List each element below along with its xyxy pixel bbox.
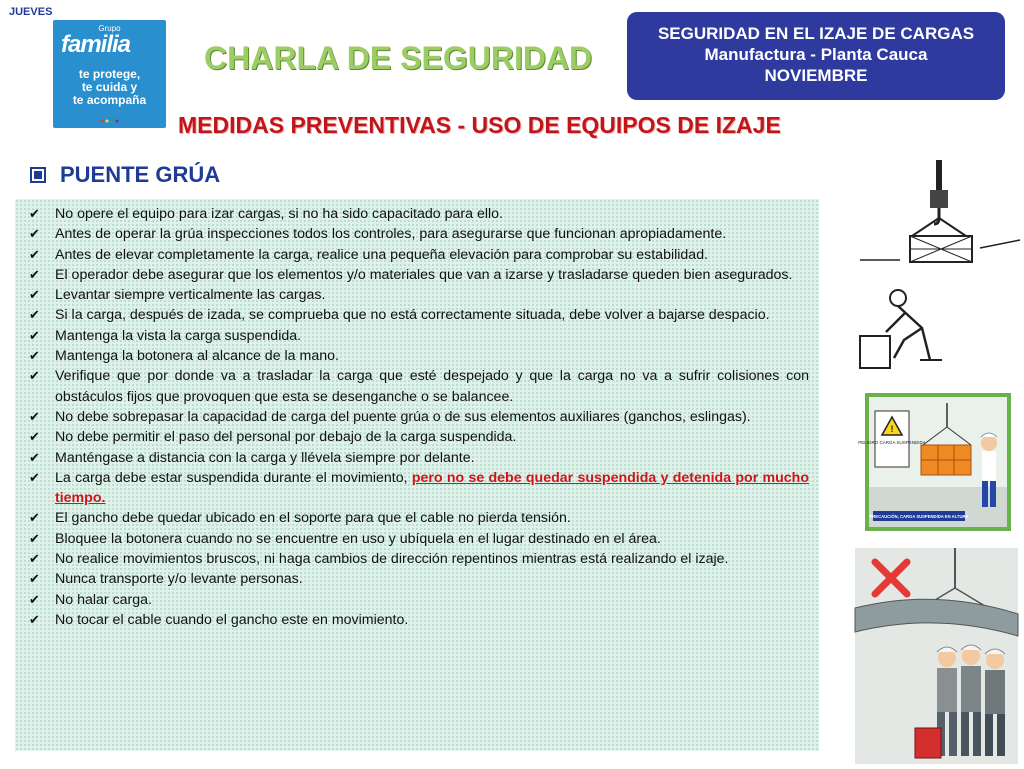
svg-text:PELIGRO CARGA SUSPENDIDA: PELIGRO CARGA SUSPENDIDA xyxy=(858,440,926,445)
measures-panel xyxy=(15,199,819,751)
day-label: JUEVES xyxy=(9,6,53,18)
subtitle: MEDIDAS PREVENTIVAS - USO DE EQUIPOS DE IZAJE xyxy=(178,112,781,138)
check-icon: ✔ xyxy=(29,611,40,627)
list-item: ✔ El operador debe asegurar que los elementos y/o materiales que van a izarse y trasladarse queden bien asegurados. xyxy=(25,265,809,285)
topic-line: SEGURIDAD EN EL IZAJE DE CARGAS xyxy=(657,24,975,43)
check-icon: ✔ xyxy=(29,591,40,607)
check-icon: ✔ xyxy=(29,449,40,465)
check-icon: ✔ xyxy=(29,348,40,364)
unsafe-practice-illustration xyxy=(855,548,1018,764)
list-item: ✔ No debe sobrepasar la capacidad de carga del puente grúa o de sus elementos auxiliares (ganchos, eslingas). xyxy=(25,407,809,427)
list-item: ✔ Bloquee la botonera cuando no se encuentre en uso y ubíquela en el lugar destinado en el área. xyxy=(25,529,809,549)
check-icon: ✔ xyxy=(29,368,40,384)
list-item: ✔ Nunca transporte y/o levante personas. xyxy=(25,569,809,589)
list-item: ✔ Verifique que por donde va a trasladar la carga que esté despejado y que la carga no va a sufrir colisiones con obstáculos fijos que provoquen que esta se desenganche o se balancee. xyxy=(29,368,809,405)
list-item: ✔ Mantenga la botonera al alcance de la mano. xyxy=(25,346,809,366)
list-item: ✔ Levantar siempre verticalmente las cargas. xyxy=(25,285,809,305)
check-icon: ✔ xyxy=(29,206,40,221)
logo-tagline-line: te protege, xyxy=(78,67,141,81)
page-title: CHARLA DE SEGURIDAD xyxy=(204,40,593,76)
section-heading xyxy=(30,162,220,188)
emphasis-text: pero no se debe quedar suspendida y detenida por mucho tiempo. xyxy=(55,469,809,507)
crane-hook-icon xyxy=(860,160,1020,376)
list-item: ✔ No opere el equipo para izar cargas, si no ha sido capacitado para ello. xyxy=(25,204,809,224)
check-icon: ✔ xyxy=(29,307,40,323)
list-item: ✔ El gancho debe quedar ubicado en el soporte para que el cable no pierda tensión. xyxy=(25,508,809,528)
list-item: ✔ La carga debe estar suspendida durante el movimiento, pero no se debe quedar suspendida y detenida por mucho tiempo. xyxy=(29,469,809,507)
section-title: PUENTE GRÚA xyxy=(60,162,221,187)
list-item: ✔ Antes de elevar completamente la carga, realice una pequeña elevación para comprobar su estabilidad. xyxy=(25,245,809,265)
list-item: ✔ Si la carga, después de izada, se comprueba que no está correctamente situada, debe volver a bajarse despacio. xyxy=(25,305,809,325)
logo-brand-text: familia xyxy=(61,31,131,58)
check-icon: ✔ xyxy=(29,266,40,282)
check-icon: ✔ xyxy=(29,510,40,526)
logo-tagline-line: te cuida y xyxy=(81,80,138,94)
measures-list xyxy=(25,204,809,630)
check-icon: ✔ xyxy=(29,287,40,303)
familia-logo xyxy=(53,20,166,128)
svg-text:!: ! xyxy=(890,424,894,434)
crane-load-illustration xyxy=(860,160,1020,376)
check-icon: ✔ xyxy=(29,469,40,485)
logo-tagline-line: te acompaña xyxy=(72,93,147,107)
suspended-load-sign-illustration xyxy=(858,393,1011,531)
topic-line: NOVIEMBRE xyxy=(764,66,868,85)
check-icon: ✔ xyxy=(29,408,40,424)
list-item: ✔ No realice movimientos bruscos, ni haga cambios de dirección repentinos mientras está realizando el izaje. xyxy=(25,549,809,569)
list-item: ✔ Mantenga la vista la carga suspendida. xyxy=(25,326,809,346)
check-icon: ✔ xyxy=(29,429,40,445)
check-icon: ✔ xyxy=(29,551,40,567)
check-icon: ✔ xyxy=(29,327,40,343)
prohibited-x-icon xyxy=(855,548,1018,764)
check-icon: ✔ xyxy=(29,246,40,262)
check-icon: ✔ xyxy=(29,571,40,587)
check-icon: ✔ xyxy=(29,226,40,242)
topic-box xyxy=(627,12,1005,100)
list-item: ✔ No halar carga. xyxy=(25,590,809,610)
checkbox-bullet-icon xyxy=(30,167,46,183)
topic-line: Manufactura - Planta Cauca xyxy=(704,45,928,64)
check-icon: ✔ xyxy=(29,530,40,546)
logo-dots-icon xyxy=(100,119,122,123)
list-item: ✔ Manténgase a distancia con la carga y llévela siempre por delante. xyxy=(25,448,809,468)
list-item: ✔ No tocar el cable cuando el gancho este en movimiento. xyxy=(25,610,809,630)
svg-text:PRECAUCIÓN, CARGA SUSPENDIDA E: PRECAUCIÓN, CARGA SUSPENDIDA EN ALTURA xyxy=(869,514,969,519)
list-item: ✔ No debe permitir el paso del personal por debajo de la carga suspendida. xyxy=(25,427,809,447)
list-item: ✔ Antes de operar la grúa inspecciones todos los controles, para asegurarse que funcionan apropiadamente. xyxy=(25,224,809,244)
warning-sign-icon xyxy=(858,393,1011,531)
logo-group-text: Grupo xyxy=(98,24,121,33)
logo-tagline xyxy=(53,68,166,107)
